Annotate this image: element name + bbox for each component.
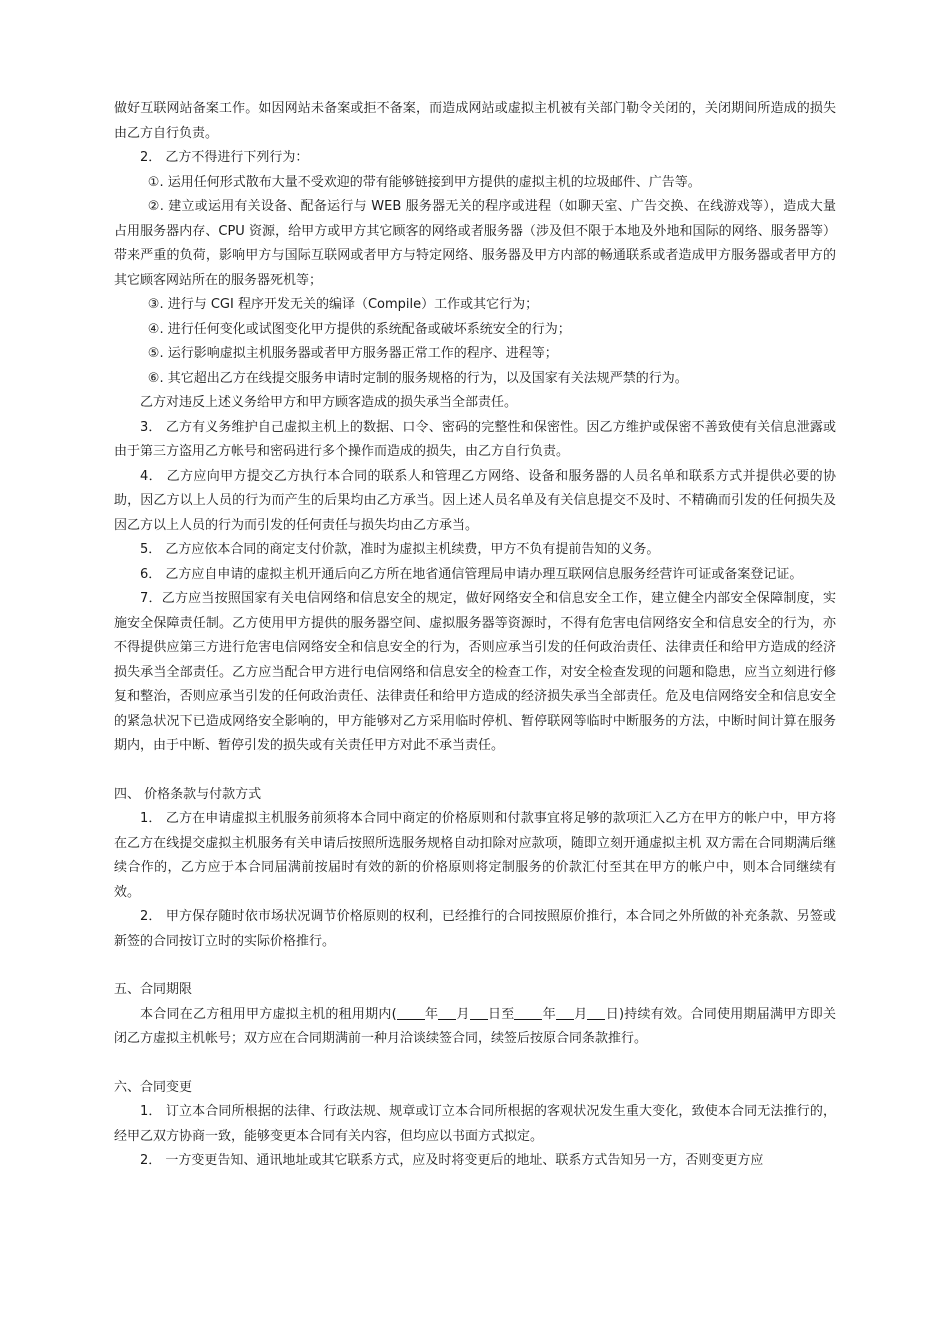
- item-1: ①. 运用任何形式散布大量不受欢迎的带有能够链接到甲方提供的虚拟主机的垃圾邮件、广告等。: [147, 174, 701, 190]
- section-heading-5: 五、合同期限: [114, 982, 193, 997]
- blank-line: [438, 1005, 456, 1020]
- item-3: ③. 进行与 CGI 程序开发无关的编译（Compile）工作或其它行为；: [147, 297, 539, 312]
- item-4: ④. 进行任何变化或试图变化甲方提供的系统配备或破坏系统安全的行为；: [147, 321, 571, 337]
- spacer: [114, 1052, 836, 1076]
- clause-6-1: 1． 订立本合同所根据的法律、行政法规、规章或订立本合同所根据的客观状况发生重大变化，致使本合同无法推行的，经甲乙双方协商一致，能够变更本合同有关内容，但均应以书面方式拟定。: [114, 1104, 836, 1144]
- section-heading-4: 四、 价格条款与付款方式: [114, 786, 262, 802]
- document-page: [114, 97, 836, 1174]
- blank-line: [587, 1005, 605, 1020]
- clause-6-2: 2． 一方变更告知、通讯地址或其它联系方式，应及时将变更后的地址、联系方式告知另一方，否则变更方应: [140, 1153, 764, 1168]
- clause-7: 7．乙方应当按照国家有关电信网络和信息安全的规定，做好网络安全和信息安全工作，建立健全内部安全保障制度，实施安全保障责任制。乙方使用甲方提供的服务器空间、虚拟服务器等资源时，不得有危害电信网络安全和信息安全的行为，亦不得提供应第三方进行危害电信网络安全和信息安全的行为，否则应承当引发的任何政治责任、法律责任和给甲方造成的经济损失承当全部责任。乙方应当配合甲方进行电信网络和信息安全的检查工作，对安全检查发现的问题和隐患，应当立刻进行修复和整治，否则应承当引发的任何政治责任、法律责任和给甲方造成的经济损失承当全部责任。危及电信网络安全和信息安全的紧急状况下已造成网络安全影响的，甲方能够对乙方采用临时停机、暂停联网等临时中断服务的方法，中断时间计算在服务期内，由于中断、暂停引发的损失或有关责任甲方对此不承当责任。: [114, 591, 836, 753]
- clause-4-1: 1． 乙方在申请虚拟主机服务前须将本合同中商定的价格原则和付款事宜将足够的款项汇入乙方在甲方的帐户中，甲方将在乙方在线提交虚拟主机服务有关申请后按照所选服务规格自动扣除对应款项，随即立刻开通虚拟主机 双方需在合同期满后继续合作的，乙方应于本合同届满前按届时有效的新的价格原则将定制服务的价款汇付至其在甲方的帐户中，则本合同继续有效。: [114, 811, 836, 900]
- paragraph: 乙方对违反上述义务给甲方和甲方顾客造成的损失承当全部责任。: [140, 395, 518, 410]
- spacer: [114, 759, 836, 783]
- blank-line: [514, 1005, 542, 1020]
- term-year-label: 年: [542, 1006, 556, 1022]
- term-month-label: 月: [456, 1006, 470, 1022]
- clause-3: 3． 乙方有义务维护自己虚拟主机上的数据、口令、密码的完整性和保密性。因乙方维护或保密不善致使有关信息泄露或由于第三方盗用乙方帐号和密码进行多个操作而造成的损失，由乙方自行负责。: [114, 419, 836, 459]
- clause-6: 6． 乙方应自申请的虚拟主机开通后向乙方所在地省通信管理局申请办理互联网信息服务经营许可证或备案登记证。: [140, 566, 803, 582]
- term-month-label: 月: [573, 1006, 588, 1022]
- term-day-label: 日至: [487, 1006, 515, 1022]
- paragraph: 做好互联网站备案工作。如因网站未备案或拒不备案，而造成网站或虚拟主机被有关部门勒令关闭的，关闭期间所造成的损失由乙方自行负责。: [114, 101, 836, 141]
- section-heading-6: 六、合同变更: [114, 1079, 193, 1095]
- term-paragraph: [114, 1003, 836, 1052]
- term-text-end: 日)持续有效。合同使用期届满甲方即关闭乙方虚拟主机帐号；双方应在合同期满前一种月洽谈续签合同，续签后按原合同条款推行。: [114, 1006, 836, 1046]
- clause-5: 5． 乙方应依本合同的商定支付价款，准时为虚拟主机续费，甲方不负有提前告知的义务。: [140, 542, 660, 557]
- blank-line: [397, 1005, 425, 1020]
- blank-line: [556, 1005, 574, 1020]
- blank-line: [470, 1005, 488, 1020]
- term-text-start: 本合同在乙方租用甲方虚拟主机的租用期内(: [140, 1006, 397, 1022]
- clause-4-2: 2． 甲方保存随时依市场状况调节价格原则的权利，已经推行的合同按照原价推行，本合同之外所做的补充条款、另签或新签的合同按订立时的实际价格推行。: [114, 909, 836, 949]
- clause-2: 2． 乙方不得进行下列行为：: [140, 150, 309, 165]
- item-2: ②. 建立或运用有关设备、配备运行与 WEB 服务器无关的程序或进程（如聊天室、广告交换、在线游戏等），造成大量占用服务器内存、CPU 资源，给甲方或甲方其它顾客的网络或者服务器（涉及但不限于本地及外地和国际的网络、服务器等）带来严重的负荷，影响甲方与国际互联网或者甲方与特定网络、服务器及甲方内部的畅通联系或者造成甲方服务器或者甲方的其它顾客网站所在的服务器死机等；: [114, 199, 836, 288]
- item-6: ⑥. 其它超出乙方在线提交服务申请时定制的服务规格的行为，以及国家有关法规严禁的行为。: [147, 370, 688, 386]
- item-5: ⑤. 运行影响虚拟主机服务器或者甲方服务器正常工作的程序、进程等；: [147, 346, 558, 361]
- clause-4: 4． 乙方应向甲方提交乙方执行本合同的联系人和管理乙方网络、设备和服务器的人员名单和联系方式并提供必要的协助，因乙方以上人员的行为而产生的后果均由乙方承当。因上述人员名单及有关信息提交不及时、不精确而引发的任何损失及因乙方以上人员的行为而引发的任何责任与损失均由乙方承当。: [114, 468, 836, 533]
- spacer: [114, 954, 836, 978]
- term-year-label: 年: [424, 1006, 439, 1022]
